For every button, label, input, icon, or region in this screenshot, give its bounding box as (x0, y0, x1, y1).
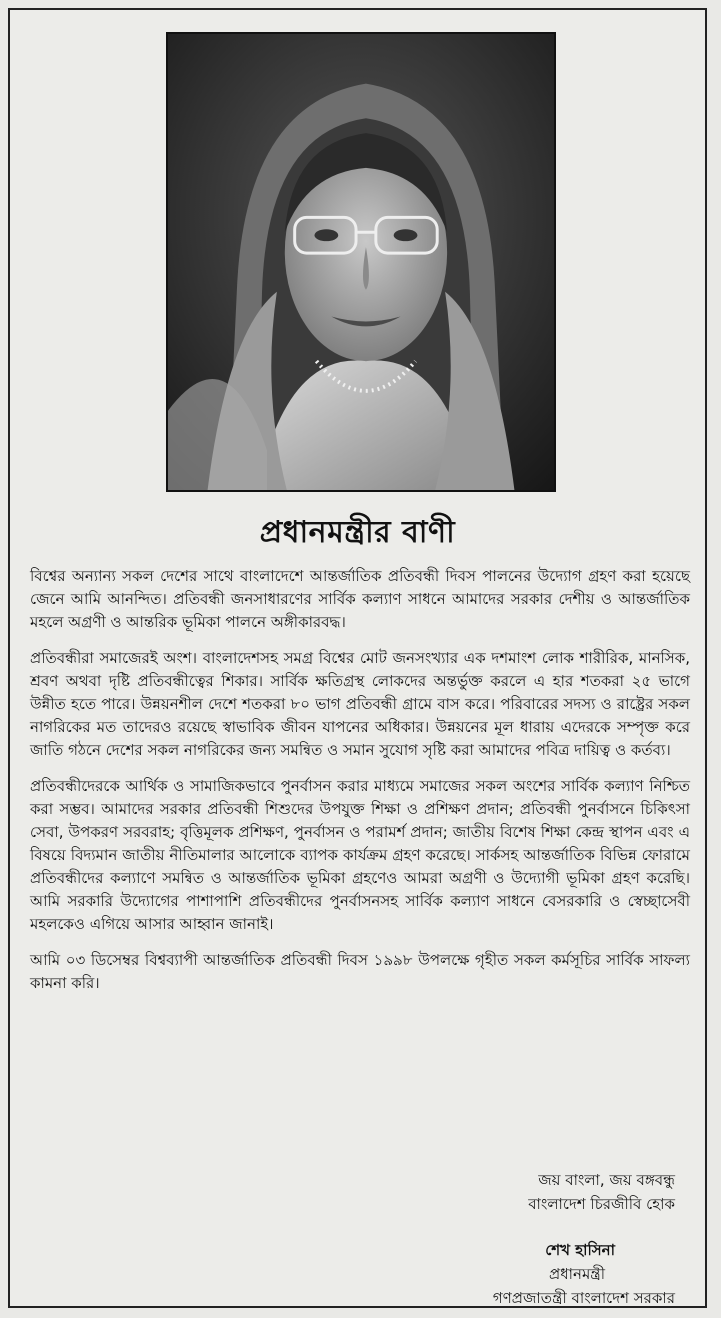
portrait-photo (166, 32, 556, 492)
signature-block (375, 1238, 675, 1310)
paragraph-rehabilitation: প্রতিবন্ধীদেরকে আর্থিক ও সামাজিকভাবে পুনর্বাসন করার মাধ্যমে সমাজের সকল অংশের সার্বিক কল্যাণ নিশ্চিত করা সম্ভব। আমাদের সরকার প্রতিবন্ধী শিশুদের উপযুক্ত শিক্ষা ও প্রশিক্ষণ প্রদান; প্রতিবন্ধী পুনর্বাসনে চিকিৎসা সেবা, উপকরণ সরবরাহ; বৃত্তিমূলক প্রশিক্ষণ, পুনর্বাসন ও পরামর্শ প্রদান; জাতীয় বিশেষ শিক্ষা কেন্দ্র স্থাপন এবং এ বিষয়ে বিদ্যমান জাতীয় নীতিমালার আলোকে ব্যাপক কার্যক্রম গ্রহণ করেছে। সার্কসহ আন্তর্জাতিক বিভিন্ন ফোরামে প্রতিবন্ধীদের কল্যাণে সমন্বিত ও আন্তর্জাতিক ভূমিকা গ্রহণেও আমরা অগ্রণী ও উদ্যোগী ভূমিকা গ্রহণ করেছি। আমি সরকারি উদ্যোগের পাশাপাশি প্রতিবন্ধীদের পুনর্বাসনসহ সার্বিক কল্যাণ সাধনে বেসরকারি ও স্বেচ্ছাসেবী মহলকেও এগিয়ে আসার আহ্বান জানাই। (30, 777, 690, 933)
page-title: প্রধানমন্ত্রীর বাণী (259, 515, 456, 550)
paragraph-society: প্রতিবন্ধীরা সমাজেরই অংশ। বাংলাদেশসহ সমগ্র বিশ্বের মোট জনসংখ্যার এক দশমাংশ লোক শারীরিক, মানসিক, শ্রবণ অথবা দৃষ্টি প্রতিবন্ধীত্বের শিকার। সার্বিক ক্ষতিগ্রস্থ লোকদের অন্তর্ভুক্ত করলে এ হার শতকরা ২৫ ভাগে উন্নীত হতে পারে। উন্নয়নশীল দেশে শতকরা ৮০ ভাগ প্রতিবন্ধী গ্রামে বাস করে। পরিবারের সদস্য ও রাষ্ট্রের সকল নাগরিকের মত তাদেরও রয়েছে স্বাভাবিক জীবন যাপনের অধিকার। উন্নয়নের মূল ধারায় এদেরকে সম্পৃক্ত করে জাতি গঠনে দেশের সকল নাগরিকের জন্য সমন্বিত ও সমান সুযোগ সৃষ্টি করা আমাদের পবিত্র দায়িত্ব ও কর্তব্য। (30, 649, 690, 759)
message-frame (8, 8, 707, 1308)
signatory-name: শেখ হাসিনা (545, 1241, 615, 1259)
signatory-organization: গণপ্রজাতন্ত্রী বাংলাদেশ সরকার (492, 1289, 675, 1307)
portrait-illustration (168, 34, 554, 490)
paragraph-wishes: আমি ০৩ ডিসেম্বর বিশ্বব্যাপী আন্তর্জাতিক প্রতিবন্ধী দিবস ১৯৯৮ উপলক্ষে গৃহীত সকল কর্মসূচির সার্বিক সাফল্য কামনা করি। (30, 951, 690, 992)
message-body (30, 565, 690, 1008)
closing-block (375, 1168, 675, 1310)
slogan-line-1: জয় বাংলা, জয় বঙ্গবন্ধু (538, 1171, 675, 1189)
paragraph-intro: বিশ্বের অন্যান্য সকল দেশের সাথে বাংলাদেশে আন্তর্জাতিক প্রতিবন্ধী দিবস পালনের উদ্যোগ গ্রহণ করা হয়েছে জেনে আমি আনন্দিত। প্রতিবন্ধী জনসাধারণের সার্বিক কল্যাণ সাধনে আমাদের সরকার দেশীয় ও আন্তর্জাতিক মহলে অগ্রণী ও আন্তরিক ভূমিকা পালনে অঙ্গীকারবদ্ধ। (30, 567, 690, 631)
signatory-position: প্রধানমন্ত্রী (549, 1265, 605, 1283)
slogan-line-2: বাংলাদেশ চিরজীবি হোক (528, 1195, 675, 1213)
